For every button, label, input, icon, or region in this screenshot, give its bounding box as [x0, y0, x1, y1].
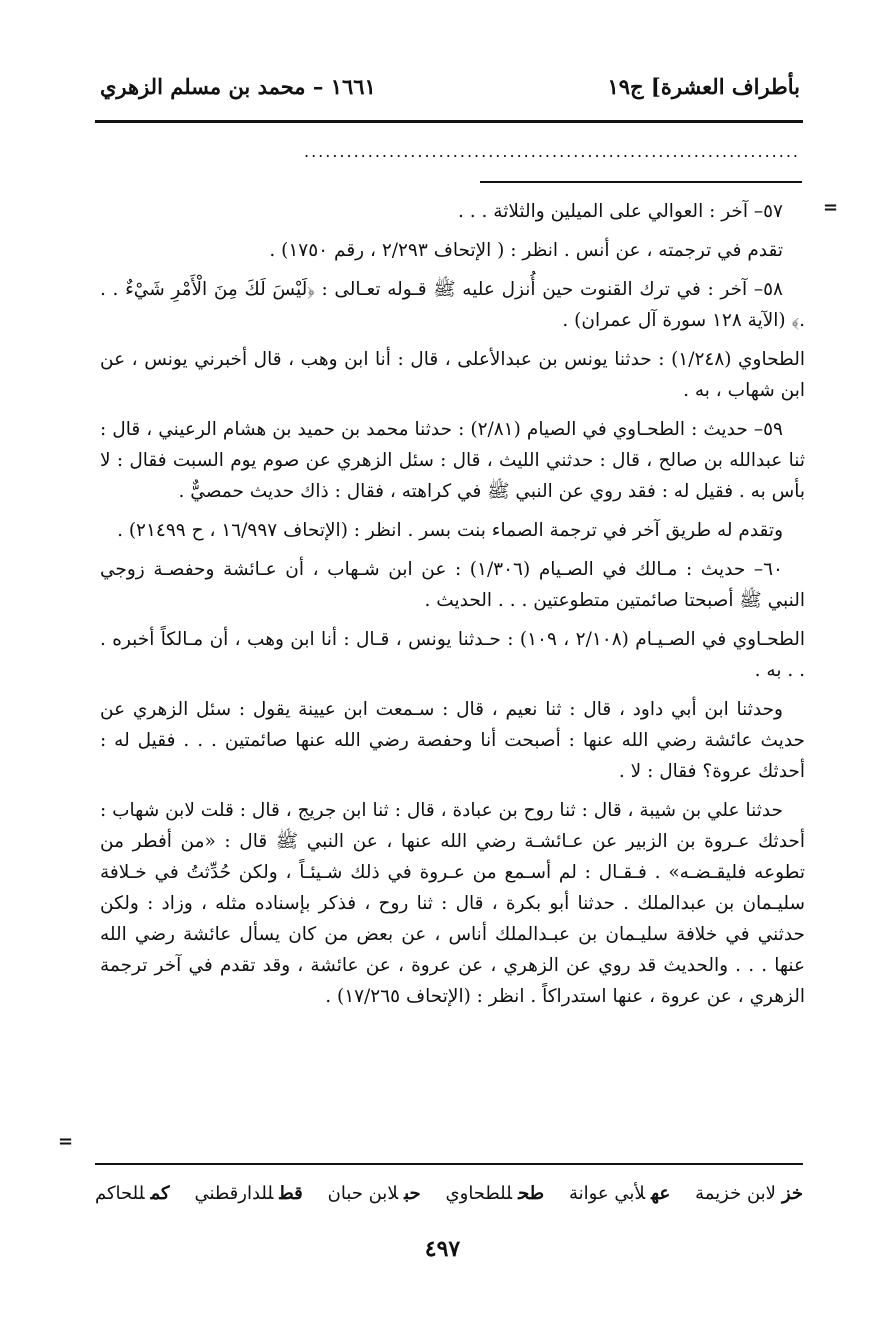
abbreviation-code: قط [279, 1183, 303, 1204]
abbreviation-item [446, 1180, 545, 1208]
paragraph: وتقدم له طريق آخر في ترجمة الصماء بنت بسر . انظر : (الإتحاف ١٦/٩٩٧ ، ح ٢١٤٩٩) . [117, 520, 783, 541]
margin-mark-bottom: = [58, 1131, 74, 1152]
running-header [100, 70, 800, 104]
abbreviation-item [569, 1180, 670, 1208]
abbreviation-code: طح [518, 1183, 545, 1204]
abbreviation-item [695, 1180, 803, 1208]
paragraph: الطحـاوي في الصـيـام (٢/١٠٨ ، ١٠٩) : حـدثنا يونس ، قـال : أنا ابن وهب ، أن مـالكاً أخبره . . . به . [100, 629, 806, 681]
abbreviation-item [194, 1180, 302, 1208]
footer-rule [95, 1163, 803, 1165]
abbreviation-code: كم [150, 1183, 170, 1204]
abbreviation-item [328, 1180, 421, 1208]
abbreviations-key [95, 1180, 803, 1208]
abbreviation-item [95, 1180, 170, 1208]
abbreviation-meaning: للحاكم [95, 1183, 145, 1204]
abbreviation-meaning: للطحاوي [445, 1183, 513, 1204]
separator-dots: ...................................................................... [303, 142, 800, 161]
paragraph: ٥٨– آخر : في ترك القنوت حين أُنزل عليه ﷺ قـوله تعـالى : ﴿لَيْسَ لَكَ مِنَ الْأَمْرِ شَيْءٌ . . .﴾ (الآية ١٢٨ سورة آل عمران) . [100, 279, 805, 331]
book-title: بأطراف العشرة] ج١٩ [607, 74, 800, 99]
abbreviation-meaning: لابن خزيمة [695, 1183, 776, 1204]
text-start-rule [480, 181, 802, 183]
section-title: ١٦٦١ – محمد بن مسلم الزهري [100, 74, 376, 99]
paragraph: ٥٩– حديث : الطحـاوي في الصيام (٢/٨١) : حدثنا محمد بن حميد بن هشام الرعيني ، قال : ثنا عبدالله بن صالح ، قال : حدثني الليث ، قال : سئل الزهري عن صوم يوم السبت فقال : لا بأس به . فقيل له : فقد روي عن النبي ﷺ في كراهته ، فقال : ذاك حديث حمصيٌّ . [100, 419, 805, 502]
paragraph: ٦٠– حديث : مـالك في الصـيام (١/٣٠٦) : عن ابن شـهاب ، أن عـائشة وحفصـة زوجي النبي ﷺ أصبحتا صائمتين متطوعتين . . . الحديث . [100, 559, 805, 611]
abbreviation-meaning: للدارقطني [194, 1183, 274, 1204]
paragraph: تقدم في ترجمته ، عن أنس . انظر : ( الإتحاف ٢/٢٩٣ ، رقم ١٧٥٠) . [269, 240, 783, 261]
paragraph: الطحاوي (١/٢٤٨) : حدثنا يونس بن عبدالأعلى ، قال : أنا ابن وهب ، قال أخبرني يونس ، عن ابن شهاب ، به . [100, 349, 805, 401]
abbreviation-code: عه [651, 1183, 671, 1204]
main-text [100, 196, 805, 1020]
abbreviation-code: حب [404, 1183, 421, 1204]
paragraph: ٥٧– آخر : العوالي على الميلين والثلاثة . . . [458, 201, 783, 222]
paragraph: وحدثنا ابن أبي داود ، قال : ثنا نعيم ، قال : سـمعت ابن عيينة يقول : سئل الزهري عن حديث عائشة رضي الله عنها : أصبحت أنا وحفصة رضي الله عنها صائمتين . . . فقيل له : أحدثك عروة؟ فقال : لا . [100, 699, 805, 782]
paragraph: حدثنا علي بن شيبة ، قال : ثنا روح بن عبادة ، قال : ثنا ابن جريج ، قال : قلت لابن شهاب : أحدثك عـروة بن الزبير عن عـائشـة رضي الله عنها ، عن النبي ﷺ قال : «من أفطر من تطوعه فليقـضـه» . فـقـال : لم أسـمع من عـروة في ذلك شـيئـاً ، ولكن حُدِّثتُ في خـلافة سليـمان بن عبدالملك . حدثنا أبو بكرة ، قال : ثنا روح ، فذكر بإسناده مثله ، وزاد : ولكن حدثني في خلافة سليـمان بن عبـدالملك أناس ، عن بعض من كان يسأل عائشة رضي الله عنها . . . والحديث قد روي عن الزهري ، عن عروة ، عن عائشة ، وقد تقدم في آخر ترجمة الزهري ، عن عروة ، عنها استدراكاً . انظر : (الإتحاف ١٧/٢٦٥) . [100, 800, 805, 1007]
abbreviation-code: خز [781, 1183, 803, 1204]
header-rule [95, 120, 803, 123]
abbreviation-meaning: لأبي عوانة [568, 1183, 646, 1204]
page-number: ٤٩٧ [424, 1236, 461, 1262]
margin-mark-top: = [823, 197, 839, 218]
abbreviation-meaning: لابن حبان [327, 1183, 399, 1204]
